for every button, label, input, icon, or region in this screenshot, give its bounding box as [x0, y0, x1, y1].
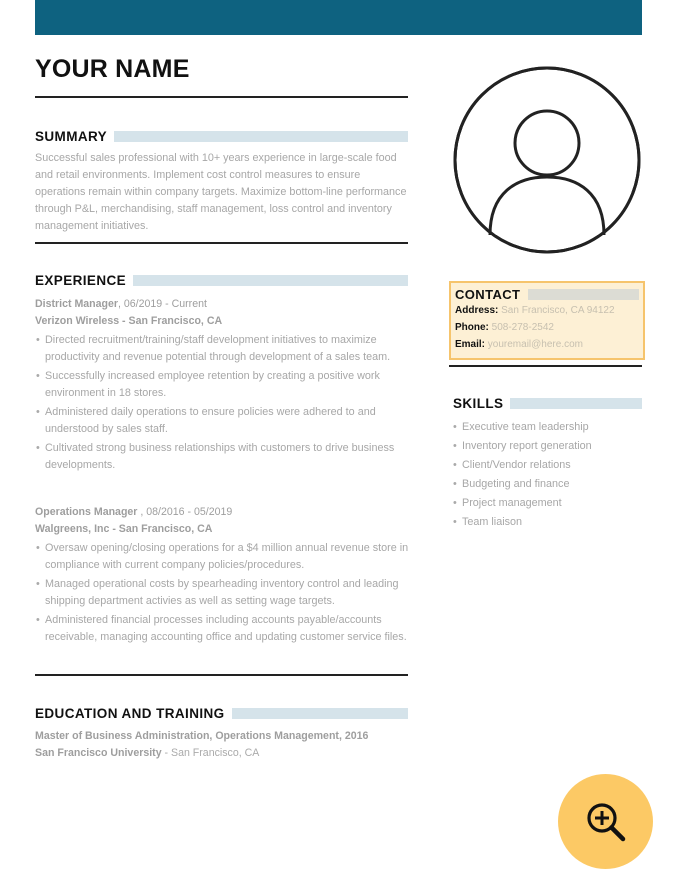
zoom-in-icon — [584, 800, 628, 844]
phone-label: Phone: — [455, 322, 489, 333]
job-company: Verizon Wireless - San Francisco, CA — [35, 315, 223, 327]
job-bullet: • Administered financial processes including accounts payable/accounts receivable, managing accounting office and updating customer service files. — [35, 612, 411, 646]
skill-item: • Executive team leadership — [453, 418, 592, 437]
contact-email — [455, 336, 639, 353]
summary-title: SUMMARY — [35, 129, 108, 144]
skills-heading[interactable] — [453, 396, 642, 411]
job-dates: , 06/2019 - Current — [118, 298, 207, 310]
section-accent-bar — [232, 708, 408, 719]
section-accent-bar — [510, 398, 642, 409]
job-title: Operations Manager — [35, 506, 138, 518]
email-value: youremail@here.com — [487, 339, 583, 350]
header-bar — [35, 0, 642, 35]
skill-item: • Team liaison — [453, 513, 592, 532]
experience-title: EXPERIENCE — [35, 273, 127, 288]
zoom-button[interactable] — [558, 774, 653, 869]
job-title-line — [35, 504, 411, 521]
address-label: Address: — [455, 305, 499, 316]
email-label: Email: — [455, 339, 486, 350]
job-bullet: • Oversaw opening/closing operations for a $4 million annual revenue store in compliance with current company policies/procedures. — [35, 540, 411, 574]
job-title: District Manager — [35, 298, 119, 310]
job-bullet: • Successfully increased employee retention by creating a positive work environment in 18 stores. — [35, 368, 411, 402]
job-dates: , 08/2016 - 05/2019 — [137, 506, 233, 518]
contact-address — [455, 302, 639, 319]
contact-heading — [455, 287, 639, 302]
resume-name[interactable]: YOUR NAME — [35, 55, 190, 83]
education-degree: Master of Business Administration, Operations Management, 2016 — [35, 730, 369, 742]
experience-heading[interactable] — [35, 273, 408, 288]
divider — [449, 365, 642, 367]
summary-heading[interactable] — [35, 129, 408, 144]
education-title: EDUCATION AND TRAINING — [35, 706, 225, 721]
education-entry[interactable] — [35, 728, 415, 762]
summary-text[interactable]: Successful sales professional with 10+ years experience in large-scale food and retail environments. Implement cost control measures to ensure operations remain within company targets. Maximize bottom-line performance through P&L, merchandising, staff management, loss control and inventory management initiatives. — [35, 152, 407, 232]
address-value: San Francisco, CA 94122 — [501, 305, 615, 316]
skills-list[interactable] — [453, 418, 592, 532]
skill-item: • Client/Vendor relations — [453, 456, 592, 475]
divider — [35, 242, 408, 244]
skill-item: • Project management — [453, 494, 592, 513]
job-entry[interactable] — [35, 504, 411, 648]
section-accent-bar — [133, 275, 408, 286]
contact-section[interactable] — [449, 281, 645, 360]
contact-phone — [455, 319, 639, 336]
user-avatar-icon[interactable] — [452, 65, 642, 255]
phone-value: 508-278-2542 — [491, 322, 554, 333]
contact-title: CONTACT — [455, 287, 521, 302]
skills-title: SKILLS — [453, 396, 504, 411]
job-bullet: • Cultivated strong business relationships with customers to drive business developments. — [35, 440, 411, 474]
section-accent-bar — [114, 131, 408, 142]
job-bullet: • Managed operational costs by spearheading inventory control and leading shipping department activies as well as setting wage targets. — [35, 576, 411, 610]
education-heading[interactable] — [35, 706, 408, 721]
job-company: Walgreens, Inc - San Francisco, CA — [35, 523, 213, 535]
education-school: San Francisco University — [35, 747, 162, 759]
section-accent-bar — [528, 289, 639, 300]
job-bullet: • Administered daily operations to ensure policies were adhered to and understood by sales staff. — [35, 404, 411, 438]
job-entry[interactable] — [35, 296, 411, 476]
skill-item: • Inventory report generation — [453, 437, 592, 456]
divider — [35, 96, 408, 98]
job-bullet: • Directed recruitment/training/staff development initiatives to maximize productivity and revenue potential through development of a sales team. — [35, 332, 411, 366]
job-bullets — [35, 332, 411, 474]
job-title-line — [35, 296, 411, 313]
divider — [35, 674, 408, 676]
education-location: - San Francisco, CA — [161, 747, 260, 759]
job-bullets — [35, 540, 411, 646]
skill-item: • Budgeting and finance — [453, 475, 592, 494]
education-school-line — [35, 745, 415, 762]
